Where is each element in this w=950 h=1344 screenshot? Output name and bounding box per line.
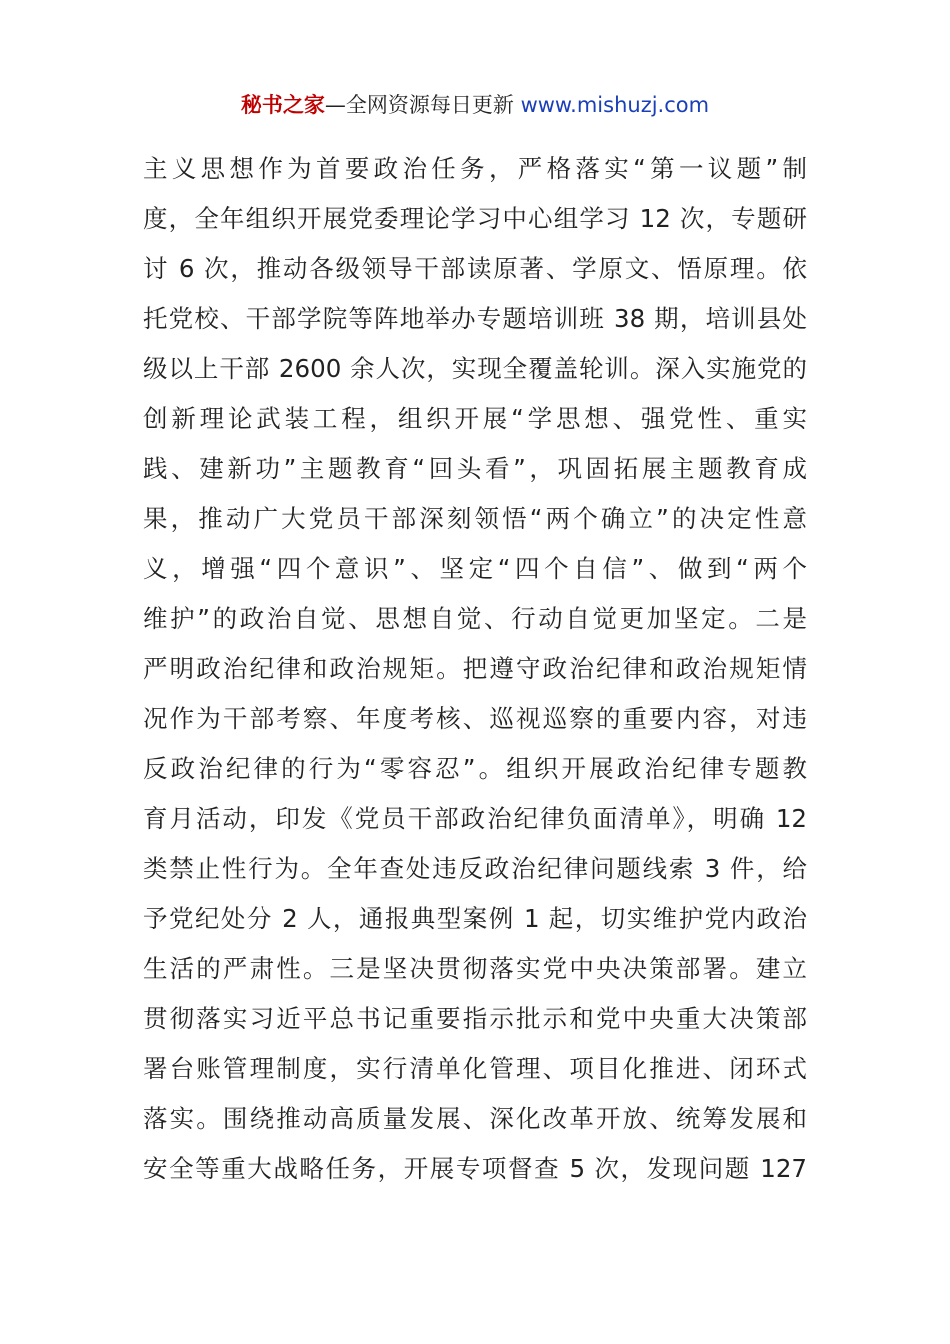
- text-line: 落实。围绕推动高质量发展、深化改革开放、统筹发展和: [143, 1104, 807, 1133]
- text-line: 级以上干部 2600 余人次，实现全覆盖轮训。深入实施党的: [143, 354, 807, 383]
- text-line: 讨 6 次，推动各级领导干部读原著、学原文、悟原理。依: [143, 254, 807, 283]
- site-tagline: —全网资源每日更新: [324, 93, 521, 117]
- site-brand: 秘书之家: [240, 93, 325, 117]
- text-line: 予党纪处分 2 人，通报典型案例 1 起，切实维护党内政治: [143, 904, 807, 933]
- text-line: 果，推动广大党员干部深刻领悟“两个确立”的决定性意: [143, 504, 807, 533]
- text-line: 生活的严肃性。三是坚决贯彻落实党中央决策部署。建立: [143, 954, 807, 983]
- text-line: 育月活动，印发《党员干部政治纪律负面清单》，明确 12: [143, 804, 807, 833]
- text-line: 安全等重大战略任务，开展专项督查 5 次，发现问题 127: [143, 1154, 807, 1183]
- text-line: 况作为干部考察、年度考核、巡视巡察的重要内容，对违: [143, 704, 807, 733]
- site-header: [0, 88, 950, 122]
- text-line: 义，增强“四个意识”、坚定“四个自信”、做到“两个: [143, 554, 807, 583]
- text-line: 创新理论武装工程，组织开展“学思想、强党性、重实: [143, 404, 807, 433]
- text-line: 主义思想作为首要政治任务，严格落实“第一议题”制: [143, 154, 807, 183]
- text-line: 托党校、干部学院等阵地举办专题培训班 38 期，培训县处: [143, 304, 807, 333]
- text-line: 反政治纪律的行为“零容忍”。组织开展政治纪律专题教: [143, 754, 807, 783]
- text-line: 严明政治纪律和政治规矩。把遵守政治纪律和政治规矩情: [143, 654, 807, 683]
- text-line: 类禁止性行为。全年查处违反政治纪律问题线索 3 件，给: [143, 854, 807, 883]
- text-line: 践、建新功”主题教育“回头看”，巩固拓展主题教育成: [143, 454, 807, 483]
- text-line: 贯彻落实习近平总书记重要指示批示和党中央重大决策部: [143, 1004, 807, 1033]
- text-line: 维护”的政治自觉、思想自觉、行动自觉更加坚定。二是: [143, 604, 807, 633]
- site-url[interactable]: www.mishuzj.com: [520, 93, 710, 117]
- text-line: 度，全年组织开展党委理论学习中心组学习 12 次，专题研: [143, 204, 807, 233]
- text-line: 署台账管理制度，实行清单化管理、项目化推进、闭环式: [143, 1054, 807, 1083]
- document-body: [143, 144, 807, 1194]
